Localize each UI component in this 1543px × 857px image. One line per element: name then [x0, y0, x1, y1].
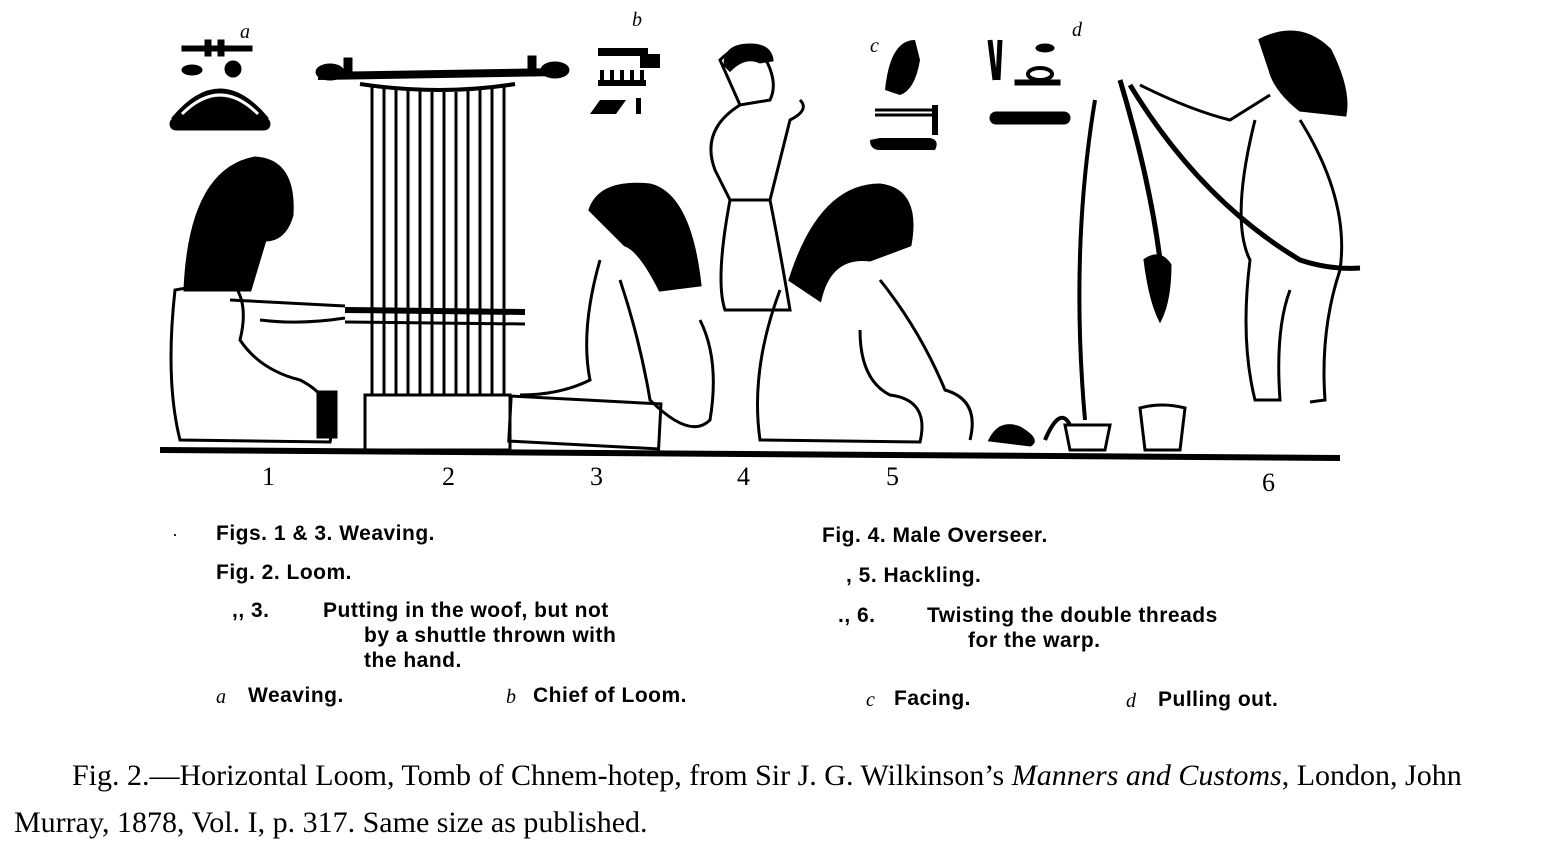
stray-dot: · — [172, 524, 178, 544]
key-right-line-3: Twisting the double threads — [927, 604, 1218, 627]
figure-number-1: 1 — [262, 462, 275, 491]
caption-part-1: Fig. 2.—Horizontal Loom, Tomb of Chnem-hotep, from Sir J. G. Wilkinson’s — [72, 759, 1012, 792]
key-right-line-3-cont: for the warp. — [968, 629, 1101, 652]
key-left-line-3-prefix: ,, 3. — [232, 599, 270, 622]
figure-5-hackling — [758, 185, 1034, 445]
key-left-line-2: Fig. 2. Loom. — [216, 561, 352, 584]
figure-number-2: 2 — [442, 462, 455, 491]
hieroglyph-label-d: d — [1072, 19, 1082, 41]
key-right-line-2: , 5. Hackling. — [846, 564, 982, 587]
legend-letter-a: a — [216, 686, 226, 708]
key-right-line-3-prefix: ., 6. — [838, 604, 876, 627]
key-left-line-3: Putting in the woof, but not — [323, 599, 609, 622]
figure-1-weaver — [171, 158, 345, 442]
figure-number-3: 3 — [590, 462, 603, 491]
hieroglyph-group-c — [870, 40, 938, 150]
legend-letter-d: d — [1126, 690, 1136, 712]
figure-number-4: 4 — [737, 462, 750, 491]
loom — [316, 56, 661, 450]
figure-number-6: 6 — [1262, 468, 1275, 497]
key-left-line-3-cont-1: by a shuttle thrown with — [364, 624, 617, 647]
legend-text-b: Chief of Loom. — [533, 684, 687, 707]
figure-number-5: 5 — [886, 462, 899, 491]
key-right-line-1: Fig. 4. Male Overseer. — [822, 524, 1048, 547]
hieroglyph-group-d — [990, 40, 1070, 124]
legend-text-d: Pulling out. — [1158, 688, 1279, 711]
key-left-line-3-cont-2: the hand. — [364, 649, 462, 672]
key-left-line-1: Figs. 1 & 3. Weaving. — [216, 522, 436, 545]
legend-letter-c: c — [866, 689, 875, 711]
legend-text-a: Weaving. — [248, 684, 344, 707]
figure-6-twisting — [1045, 32, 1360, 450]
hieroglyph-label-b: b — [632, 9, 642, 31]
figure-3-weaver — [520, 184, 713, 426]
hieroglyph-label-c: c — [870, 35, 879, 57]
caption-book-title: Manners and Customs — [1011, 759, 1282, 792]
caption-part-2: , London, John Murray, 1878, Vol. I, p. 317. Same size as published. — [14, 759, 1462, 839]
hieroglyph-label-a: a — [240, 21, 250, 43]
legend-text-c: Facing. — [894, 687, 972, 710]
legend-letter-b: b — [506, 686, 516, 708]
figure-4-overseer — [711, 45, 803, 310]
figure-caption — [14, 752, 1529, 846]
hieroglyph-group-a — [170, 40, 270, 130]
hieroglyph-group-b — [590, 48, 660, 114]
